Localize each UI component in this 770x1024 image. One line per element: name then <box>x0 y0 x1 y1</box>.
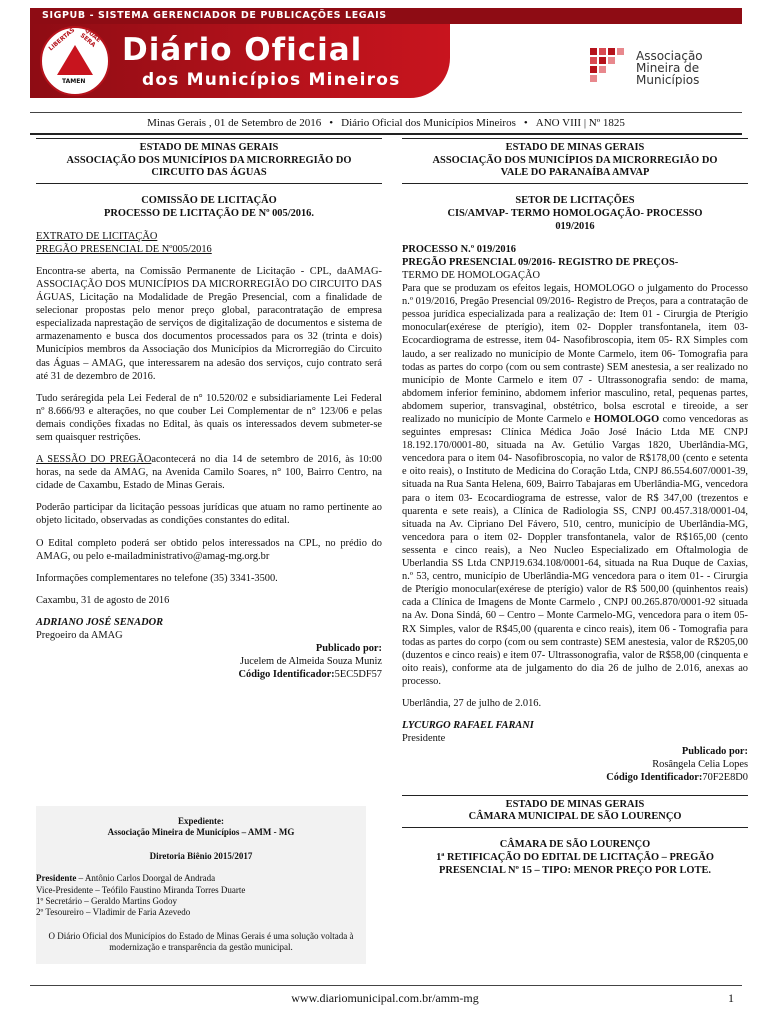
paragraph: Tudo seráregida pela Lei Federal de n° 10.520/02 e subsidiariamente Lei Federal nº 8.666/93 e alterações, no que couber Lei Complementar de n° 123/06 e pelas demais condições fixadas no Edital, às quais os interessados devem submeter-se sem quaisquer restrições. <box>36 392 382 443</box>
right-column <box>402 138 748 887</box>
published-by-name: Jucelem de Almeida Souza Muniz <box>240 656 382 668</box>
expediente-title: Expediente: <box>178 816 224 826</box>
minas-gerais-seal-icon <box>40 26 110 96</box>
identifier-code: Código Identificador:5EC5DF57 <box>238 669 382 681</box>
publication-title: Diário Oficial <box>122 32 363 68</box>
paragraph: Caxambu, 31 de agosto de 2016 <box>36 594 170 606</box>
section-header: ESTADO DE MINAS GERAIS ASSOCIAÇÃO DOS MUNICÍPIOS DA MICRORREGIÃO DO VALE DO PARANAÍBA AMVAP <box>402 138 748 184</box>
expediente-org: Associação Mineira de Municípios – AMM - MG <box>107 827 295 838</box>
publication-subtitle: dos Municípios Mineiros <box>142 70 401 90</box>
divider <box>30 112 742 113</box>
signer-name: ADRIANO JOSÉ SENADOR <box>36 616 164 628</box>
expediente-note: O Diário Oficial dos Municípios do Estado de Minas Gerais é uma solução voltada à modernização e transparência da gestão municipal. <box>48 930 354 953</box>
paragraph: Poderão participar da licitação pessoas jurídicas que atuam no ramo pertinente ao objeto licitado, observadas as condições constantes do edital. <box>36 502 382 527</box>
paragraph: Uberlândia, 27 de julho de 2.016. <box>402 697 542 709</box>
divider <box>30 133 742 135</box>
published-by-name: Rosângela Celia Lopes <box>652 759 748 771</box>
edition-line: Minas Gerais , 01 de Setembro de 2016 • Diário Oficial dos Municípios Mineiros • ANO VIII | Nº 1825 <box>147 117 625 129</box>
left-column <box>36 138 382 681</box>
paragraph: Para que se produzam os efeitos legais, HOMOLOGO o julgamento do Processo n.º 019/2016, Pregão Presencial 09/2016- Registro de Preços, para a contratação de pessoa jurídica especializada para a realização de: Item 01 - Cirurgia de Pterígio monocular(exérese de pterígio), item 02- Doppler transfontanela, item 03- Ecocardiograma de estresse, item 04- Nasofibroscopia, item 05- RX Simples com laudo, a ser realizado no município de Monte Carmelo, item 06- Tomografia para todas as partes do corpo (com ou sem contraste) SEM anestesia, a ser realizado no município de Monte Carmelo e item 07 - Ultrassonografia sendo: de mama, abdomem inferior feminino, abdomem inferior masculino, retal, pequenas partes, abdomem superior, transvaginal, obstétrico, bolsa escrotal e tireoide, a ser realizado no município de Monte Carmelo e HOMOLOGO como vencedoras as seguintes empresas: Clínica Médica João José Inácio Ltda ME CNPJ 18.192.170/0001-80, situada na Av. Getúlio Vargas 1820, Uberlândia-MG, vencedora para o item 04- Nasofibroscopia, no valor de R$178,00 (cento e setenta e oito reais), o Instituto de Medicina do Coração Ltda, CNPJ 86.554.607/0001-39, situada na Rua Santa Helena, 609, Bairro Tabajaras em Uberlândia-MG, vencedora para o item 03- Ecocardiograma de estresse, valor de R$ 347,00 (trezentos e quarenta e sete reais), a Clínica de Radiologia SS, CNPJ 00.457.318/0001-04, situada na Av. Cipriano Del Fávero, 510, centro, município de Uberlândia-MG, vencedora para o item 02- Doppler transfontanela, valor de R$165,00 (cento sessenta e cinco reais), a Neo Nucleo Especializado em Oftalmologia de Uberlandia SS Ltda CNPJ19.634.108/0001-64, situada na Rua Duque de Caxias, n.º 53, centro, município de Uberlândia-MG vencedora para o item 01- - Cirurgia de Pterígio monocular(exérese de pterígio) valor de R$ 500,00 (quinhentos reais) cada a Clínica de Imagens de Monte Carmelo , CNPJ 00.265.870/0001-92 situada na Av. Dona Sindá, 60 – Centro – Monte Carmelo-MG, vencedora para o item 05- RX Simples, valor de R$45,00 (quarenta e cinco reais), item 06 - Tomografia para todas as partes do corpo (com ou sem contraste) SEM anestesia, valor de R$205,00 (duzentos e cinco reais) e item 07- Ultrassonografia, valor de R$58,00 (cinquenta e oito reais), conforme ata de julgamento do dia 26 de julho de 2.016, anexas ao processo. <box>402 283 749 687</box>
pregao-label: PREGÃO PRESENCIAL 09/2016- REGISTRO DE PREÇOS- <box>402 256 679 268</box>
list-item: Presidente – Antônio Carlos Doorgal de Andrada <box>36 873 216 884</box>
extrato-label: EXTRATO DE LICITAÇÃO <box>36 230 158 242</box>
act-title: CÂMARA DE SÃO LOURENÇO 1ª RETIFICAÇÃO DO EDITAL DE LICITAÇÃO – PREGÃO PRESENCIAL Nº 15 – TIPO: MENOR PREÇO POR LOTE. <box>436 838 714 876</box>
paragraph: O Edital completo poderá ser obtido pelos interessados na CPL, no prédio do AMAG, ou pelo e-mailadministrativo@amag-mg.org.br <box>36 537 382 562</box>
diretoria-title: Diretoria Biênio 2015/2017 <box>149 850 253 861</box>
published-by-label: Publicado por: <box>315 643 382 655</box>
section-header: ESTADO DE MINAS GERAIS CÂMARA MUNICIPAL DE SÃO LOURENÇO <box>402 795 748 828</box>
list-item: 2º Tesoureiro – Vladimir de Faria Azevedo <box>36 907 191 918</box>
signer-role: Presidente <box>402 733 446 745</box>
signer-name: LYCURGO RAFAEL FARANI <box>402 720 534 732</box>
list-item: Vice-Presidente – Teófilo Faustino Miranda Torres Duarte <box>36 884 246 895</box>
sigpub-bar <box>30 8 742 24</box>
process-number: PROCESSO N.º 019/2016 <box>402 243 516 255</box>
paragraph: Informações complementares no telefone (35) 3341-3500. <box>36 572 278 584</box>
list-item: 1º Secretário – Geraldo Martins Godoy <box>36 896 178 907</box>
published-by-label: Publicado por: <box>681 746 748 758</box>
seal-word-bottom: TAMEN <box>62 78 86 85</box>
signer-role: Pregoeiro da AMAG <box>36 630 123 642</box>
masthead <box>30 8 742 104</box>
seal-word-left: LIBERTAS <box>47 26 77 53</box>
edition-date: Minas Gerais , 01 de Setembro de 2016 <box>147 117 322 129</box>
identifier-code: Código Identificador:70F2E8D0 <box>606 772 748 784</box>
paragraph: A SESSÃO DO PREGÃOacontecerá no dia 14 de setembro de 2016, às 10:00 horas, na sede da AMAG, na Avenida Camilo Soares, n° 100, Bairro Centro, na cidade de Caxambu, Estado de Minas Gerais. <box>36 454 382 492</box>
paragraph: Encontra-se aberta, na Comissão Permanente de Licitação - CPL, daAMAG- ASSOCIAÇÃO DOS MUNICÍPIOS DA MICRORREGIÃO DO CIRCUITO DAS ÁGUAS, Licitação na Modalidade de Pregão Presencial, com a finalidade de selecionar propostas pelo menor preço global, paracontratação de empresa especializada naprestação de serviços de digitalização de documentos e sistema de armazenamento e busca dos documentos processados para os 32 (trinta e dois) Municípios membros da Associação dos Municípios da Microrregião do Circuito das Águas – AMAG, que interessarem na adesão dos serviços, cujo contrato será até 31 de dezembro de 2016. <box>36 265 382 382</box>
seal-word-right: QUAE SERA <box>78 26 102 49</box>
act-title: SETOR DE LICITAÇÕES CIS/AMVAP- TERMO HOMOLOGAÇÃO- PROCESSO 019/2016 <box>447 194 703 232</box>
pregao-label: PREGÃO PRESENCIAL DE Nº005/2016 <box>36 243 212 255</box>
edition-publication: Diário Oficial dos Municípios Mineiros <box>341 117 516 129</box>
triangle-icon <box>57 45 93 75</box>
board-list <box>36 873 366 919</box>
section-header: ESTADO DE MINAS GERAIS ASSOCIAÇÃO DOS MUNICÍPIOS DA MICRORREGIÃO DO CIRCUITO DAS ÁGUAS <box>36 138 382 184</box>
amm-logo-icon <box>590 48 630 88</box>
act-title: COMISSÃO DE LICITAÇÃO PROCESSO DE LICITAÇÃO DE Nº 005/2016. <box>104 194 314 219</box>
footer-link[interactable]: www.diariomunicipal.com.br/amm-mg <box>291 991 479 1005</box>
expediente-box <box>36 806 366 964</box>
page-number: 1 <box>728 991 734 1005</box>
edition-number: ANO VIII | Nº 1825 <box>535 117 625 129</box>
amm-name: Associação Mineira de Municípios <box>636 49 703 87</box>
sigpub-text: SIGPUB - SISTEMA GERENCIADOR DE PUBLICAÇÕES LEGAIS <box>42 10 387 21</box>
divider <box>30 985 742 986</box>
termo-label: TERMO DE HOMOLOGAÇÃO <box>402 269 540 281</box>
